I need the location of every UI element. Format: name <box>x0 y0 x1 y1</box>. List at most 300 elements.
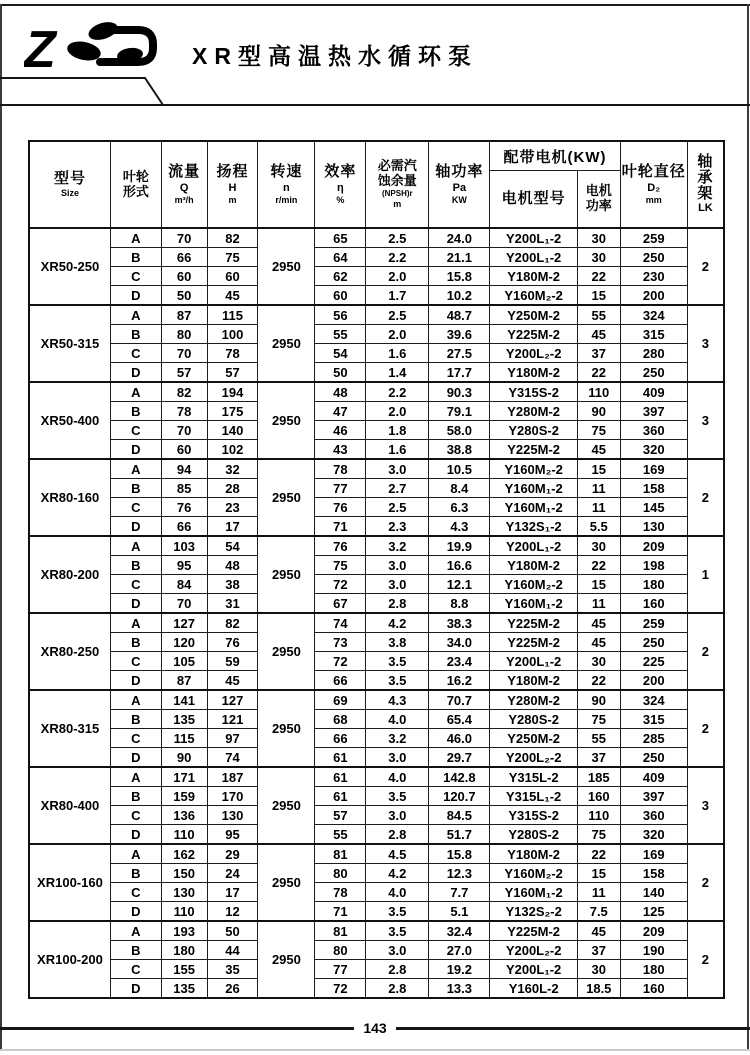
impeller-type-cell: B <box>110 710 161 729</box>
flow-cell: 66 <box>161 248 207 267</box>
npsh-cell: 3.5 <box>366 902 429 922</box>
npsh-cell: 1.6 <box>366 440 429 460</box>
impeller-diameter-cell: 315 <box>620 710 687 729</box>
speed-cell: 2950 <box>258 536 315 613</box>
flow-cell: 94 <box>161 459 207 479</box>
flow-cell: 70 <box>161 228 207 248</box>
motor-model-cell: Y180M-2 <box>490 363 578 383</box>
spec-row <box>29 613 724 633</box>
spec-row <box>29 459 724 479</box>
spec-row <box>29 902 724 922</box>
model-cell: XR100-160 <box>29 844 110 921</box>
flow-cell: 90 <box>161 748 207 768</box>
col-header-impeller-type: 叶轮 形式 <box>110 141 161 228</box>
impeller-type-cell: A <box>110 305 161 325</box>
impeller-type-cell: C <box>110 421 161 440</box>
shaft-power-cell: 142.8 <box>429 767 490 787</box>
efficiency-cell: 65 <box>315 228 366 248</box>
shaft-power-cell: 13.3 <box>429 979 490 999</box>
motor-model-cell: Y160M₂-2 <box>490 459 578 479</box>
head-cell: 82 <box>207 228 258 248</box>
head-cell: 45 <box>207 671 258 691</box>
col-header-shaft-power: 轴功率 Pa KW <box>429 141 490 228</box>
impeller-type-cell: B <box>110 556 161 575</box>
efficiency-cell: 67 <box>315 594 366 614</box>
spec-row <box>29 748 724 768</box>
npsh-cell: 4.5 <box>366 844 429 864</box>
impeller-diameter-cell: 158 <box>620 864 687 883</box>
flow-cell: 120 <box>161 633 207 652</box>
spec-row <box>29 671 724 691</box>
impeller-type-cell: C <box>110 575 161 594</box>
shaft-power-cell: 27.0 <box>429 941 490 960</box>
shaft-power-cell: 8.8 <box>429 594 490 614</box>
impeller-type-cell: B <box>110 325 161 344</box>
flow-cell: 50 <box>161 286 207 306</box>
efficiency-cell: 81 <box>315 921 366 941</box>
impeller-type-cell: C <box>110 729 161 748</box>
motor-model-cell: Y180M-2 <box>490 267 578 286</box>
efficiency-cell: 78 <box>315 459 366 479</box>
spec-row <box>29 575 724 594</box>
shaft-power-cell: 16.6 <box>429 556 490 575</box>
bearing-bracket-cell: 3 <box>687 382 724 459</box>
model-cell: XR80-200 <box>29 536 110 613</box>
npsh-cell: 3.0 <box>366 556 429 575</box>
head-cell: 187 <box>207 767 258 787</box>
footer-rule-right <box>396 1027 750 1030</box>
spec-row <box>29 517 724 537</box>
shaft-power-cell: 17.7 <box>429 363 490 383</box>
footer <box>0 1021 750 1035</box>
spec-row <box>29 498 724 517</box>
shaft-power-cell: 38.8 <box>429 440 490 460</box>
impeller-diameter-cell: 158 <box>620 479 687 498</box>
model-group <box>29 767 724 844</box>
impeller-type-cell: B <box>110 941 161 960</box>
shaft-power-cell: 16.2 <box>429 671 490 691</box>
spec-row <box>29 382 724 402</box>
spec-row <box>29 479 724 498</box>
motor-model-cell: Y315L₁-2 <box>490 787 578 806</box>
col-header-motor-power: 电机 功率 <box>577 171 620 229</box>
impeller-type-cell: A <box>110 228 161 248</box>
head-cell: 75 <box>207 248 258 267</box>
motor-model-cell: Y160M₁-2 <box>490 479 578 498</box>
npsh-cell: 3.5 <box>366 921 429 941</box>
efficiency-cell: 61 <box>315 787 366 806</box>
head-cell: 28 <box>207 479 258 498</box>
efficiency-cell: 48 <box>315 382 366 402</box>
npsh-cell: 4.0 <box>366 710 429 729</box>
speed-cell: 2950 <box>258 459 315 536</box>
model-group <box>29 459 724 536</box>
impeller-type-cell: C <box>110 960 161 979</box>
impeller-diameter-cell: 409 <box>620 767 687 787</box>
motor-power-cell: 75 <box>577 421 620 440</box>
motor-power-cell: 55 <box>577 729 620 748</box>
motor-power-cell: 110 <box>577 806 620 825</box>
npsh-cell: 3.5 <box>366 671 429 691</box>
page-top-rule <box>0 4 750 6</box>
impeller-diameter-cell: 320 <box>620 825 687 845</box>
npsh-cell: 3.0 <box>366 806 429 825</box>
impeller-diameter-cell: 225 <box>620 652 687 671</box>
impeller-diameter-cell: 360 <box>620 421 687 440</box>
motor-power-cell: 37 <box>577 344 620 363</box>
pump-spec-table <box>28 140 725 999</box>
motor-model-cell: Y200L₁-2 <box>490 248 578 267</box>
model-group <box>29 613 724 690</box>
head-cell: 38 <box>207 575 258 594</box>
efficiency-cell: 71 <box>315 517 366 537</box>
impeller-type-cell: A <box>110 767 161 787</box>
efficiency-cell: 47 <box>315 402 366 421</box>
shaft-power-cell: 6.3 <box>429 498 490 517</box>
impeller-diameter-cell: 230 <box>620 267 687 286</box>
impeller-diameter-cell: 200 <box>620 671 687 691</box>
head-cell: 17 <box>207 517 258 537</box>
impeller-diameter-cell: 250 <box>620 748 687 768</box>
impeller-diameter-cell: 280 <box>620 344 687 363</box>
col-header-impeller-diameter: 叶轮直径 D₂ mm <box>620 141 687 228</box>
col-header-flow: 流量 Q m³/h <box>161 141 207 228</box>
speed-cell: 2950 <box>258 690 315 767</box>
shaft-power-cell: 12.1 <box>429 575 490 594</box>
motor-model-cell: Y160M₁-2 <box>490 883 578 902</box>
efficiency-cell: 68 <box>315 710 366 729</box>
npsh-cell: 3.5 <box>366 787 429 806</box>
flow-cell: 115 <box>161 729 207 748</box>
bearing-bracket-cell: 3 <box>687 305 724 382</box>
flow-cell: 135 <box>161 710 207 729</box>
impeller-type-cell: C <box>110 344 161 363</box>
efficiency-cell: 56 <box>315 305 366 325</box>
motor-power-cell: 5.5 <box>577 517 620 537</box>
flow-cell: 141 <box>161 690 207 710</box>
head-cell: 102 <box>207 440 258 460</box>
spec-row <box>29 267 724 286</box>
motor-power-cell: 185 <box>577 767 620 787</box>
motor-model-cell: Y200L₂-2 <box>490 941 578 960</box>
impeller-diameter-cell: 250 <box>620 633 687 652</box>
impeller-type-cell: B <box>110 633 161 652</box>
flow-cell: 60 <box>161 440 207 460</box>
npsh-cell: 2.8 <box>366 979 429 999</box>
impeller-type-cell: D <box>110 363 161 383</box>
npsh-cell: 4.3 <box>366 690 429 710</box>
efficiency-cell: 77 <box>315 479 366 498</box>
flow-cell: 87 <box>161 671 207 691</box>
impeller-diameter-cell: 397 <box>620 402 687 421</box>
head-cell: 54 <box>207 536 258 556</box>
shaft-power-cell: 19.2 <box>429 960 490 979</box>
npsh-cell: 3.2 <box>366 729 429 748</box>
motor-model-cell: Y225M-2 <box>490 633 578 652</box>
head-cell: 44 <box>207 941 258 960</box>
head-cell: 140 <box>207 421 258 440</box>
shaft-power-cell: 15.8 <box>429 267 490 286</box>
motor-power-cell: 30 <box>577 228 620 248</box>
flow-cell: 110 <box>161 825 207 845</box>
impeller-type-cell: D <box>110 440 161 460</box>
head-cell: 24 <box>207 864 258 883</box>
impeller-type-cell: A <box>110 382 161 402</box>
spec-row <box>29 402 724 421</box>
impeller-diameter-cell: 190 <box>620 941 687 960</box>
shaft-power-cell: 120.7 <box>429 787 490 806</box>
shaft-power-cell: 38.3 <box>429 613 490 633</box>
bearing-bracket-cell: 2 <box>687 921 724 998</box>
flow-cell: 82 <box>161 382 207 402</box>
head-cell: 35 <box>207 960 258 979</box>
spec-row <box>29 806 724 825</box>
motor-power-cell: 11 <box>577 479 620 498</box>
efficiency-cell: 50 <box>315 363 366 383</box>
impeller-diameter-cell: 209 <box>620 921 687 941</box>
npsh-cell: 2.7 <box>366 479 429 498</box>
efficiency-cell: 43 <box>315 440 366 460</box>
shaft-power-cell: 79.1 <box>429 402 490 421</box>
model-cell: XR50-315 <box>29 305 110 382</box>
model-group <box>29 305 724 382</box>
impeller-type-cell: B <box>110 787 161 806</box>
head-cell: 29 <box>207 844 258 864</box>
motor-model-cell: Y225M-2 <box>490 325 578 344</box>
npsh-cell: 2.8 <box>366 960 429 979</box>
shaft-power-cell: 15.8 <box>429 844 490 864</box>
impeller-type-cell: C <box>110 806 161 825</box>
npsh-cell: 2.0 <box>366 267 429 286</box>
company-logo-icon <box>24 18 174 76</box>
efficiency-cell: 60 <box>315 286 366 306</box>
table-header <box>29 141 724 228</box>
shaft-power-cell: 7.7 <box>429 883 490 902</box>
flow-cell: 159 <box>161 787 207 806</box>
col-header-speed: 转速 n r/min <box>258 141 315 228</box>
efficiency-cell: 71 <box>315 902 366 922</box>
flow-cell: 57 <box>161 363 207 383</box>
npsh-cell: 1.8 <box>366 421 429 440</box>
efficiency-cell: 72 <box>315 575 366 594</box>
npsh-cell: 3.0 <box>366 941 429 960</box>
motor-power-cell: 15 <box>577 864 620 883</box>
motor-power-cell: 45 <box>577 613 620 633</box>
motor-power-cell: 30 <box>577 536 620 556</box>
efficiency-cell: 66 <box>315 671 366 691</box>
spec-row <box>29 979 724 999</box>
impeller-diameter-cell: 285 <box>620 729 687 748</box>
spec-row <box>29 825 724 845</box>
spec-row <box>29 286 724 306</box>
shaft-power-cell: 65.4 <box>429 710 490 729</box>
impeller-diameter-cell: 397 <box>620 787 687 806</box>
motor-power-cell: 37 <box>577 941 620 960</box>
model-group <box>29 844 724 921</box>
motor-power-cell: 45 <box>577 325 620 344</box>
efficiency-cell: 64 <box>315 248 366 267</box>
efficiency-cell: 54 <box>315 344 366 363</box>
motor-model-cell: Y280M-2 <box>490 402 578 421</box>
head-cell: 115 <box>207 305 258 325</box>
impeller-diameter-cell: 259 <box>620 613 687 633</box>
impeller-diameter-cell: 169 <box>620 459 687 479</box>
spec-row <box>29 633 724 652</box>
motor-power-cell: 37 <box>577 748 620 768</box>
flow-cell: 130 <box>161 883 207 902</box>
motor-power-cell: 30 <box>577 248 620 267</box>
shaft-power-cell: 34.0 <box>429 633 490 652</box>
shaft-power-cell: 10.2 <box>429 286 490 306</box>
impeller-diameter-cell: 169 <box>620 844 687 864</box>
model-group <box>29 921 724 998</box>
motor-model-cell: Y225M-2 <box>490 440 578 460</box>
shaft-power-cell: 70.7 <box>429 690 490 710</box>
spec-row <box>29 536 724 556</box>
motor-model-cell: Y315S-2 <box>490 382 578 402</box>
page-left-border <box>0 4 2 1049</box>
flow-cell: 193 <box>161 921 207 941</box>
motor-power-cell: 160 <box>577 787 620 806</box>
flow-cell: 135 <box>161 979 207 999</box>
npsh-cell: 4.2 <box>366 613 429 633</box>
motor-model-cell: Y132S₁-2 <box>490 517 578 537</box>
motor-power-cell: 45 <box>577 921 620 941</box>
flow-cell: 87 <box>161 305 207 325</box>
efficiency-cell: 77 <box>315 960 366 979</box>
head-cell: 17 <box>207 883 258 902</box>
shaft-power-cell: 58.0 <box>429 421 490 440</box>
flow-cell: 103 <box>161 536 207 556</box>
flow-cell: 70 <box>161 421 207 440</box>
shaft-power-cell: 48.7 <box>429 305 490 325</box>
impeller-diameter-cell: 250 <box>620 248 687 267</box>
flow-cell: 127 <box>161 613 207 633</box>
shaft-power-cell: 39.6 <box>429 325 490 344</box>
model-cell: XR80-160 <box>29 459 110 536</box>
spec-row <box>29 594 724 614</box>
spec-row <box>29 690 724 710</box>
impeller-diameter-cell: 324 <box>620 690 687 710</box>
motor-power-cell: 11 <box>577 498 620 517</box>
efficiency-cell: 55 <box>315 825 366 845</box>
impeller-diameter-cell: 180 <box>620 575 687 594</box>
motor-model-cell: Y200L₂-2 <box>490 748 578 768</box>
spec-row <box>29 941 724 960</box>
model-cell: XR100-200 <box>29 921 110 998</box>
npsh-cell: 2.5 <box>366 305 429 325</box>
impeller-type-cell: A <box>110 844 161 864</box>
flow-cell: 84 <box>161 575 207 594</box>
shaft-power-cell: 12.3 <box>429 864 490 883</box>
shaft-power-cell: 51.7 <box>429 825 490 845</box>
head-cell: 76 <box>207 633 258 652</box>
head-cell: 50 <box>207 921 258 941</box>
impeller-diameter-cell: 160 <box>620 594 687 614</box>
flow-cell: 85 <box>161 479 207 498</box>
npsh-cell: 2.8 <box>366 594 429 614</box>
model-cell: XR50-250 <box>29 228 110 305</box>
flow-cell: 78 <box>161 402 207 421</box>
col-header-head: 扬程 H m <box>207 141 258 228</box>
head-cell: 78 <box>207 344 258 363</box>
head-cell: 97 <box>207 729 258 748</box>
head-cell: 12 <box>207 902 258 922</box>
motor-power-cell: 110 <box>577 382 620 402</box>
speed-cell: 2950 <box>258 921 315 998</box>
head-cell: 59 <box>207 652 258 671</box>
impeller-type-cell: C <box>110 267 161 286</box>
efficiency-cell: 62 <box>315 267 366 286</box>
shaft-power-cell: 5.1 <box>429 902 490 922</box>
col-header-model: 型号 Size <box>29 141 110 228</box>
shaft-power-cell: 27.5 <box>429 344 490 363</box>
motor-model-cell: Y250M-2 <box>490 729 578 748</box>
efficiency-cell: 80 <box>315 941 366 960</box>
spec-row <box>29 787 724 806</box>
head-cell: 82 <box>207 613 258 633</box>
efficiency-cell: 81 <box>315 844 366 864</box>
impeller-diameter-cell: 140 <box>620 883 687 902</box>
impeller-diameter-cell: 320 <box>620 440 687 460</box>
col-header-motor-model: 电机型号 <box>490 171 578 229</box>
motor-model-cell: Y180M-2 <box>490 556 578 575</box>
shaft-power-cell: 29.7 <box>429 748 490 768</box>
shaft-power-cell: 4.3 <box>429 517 490 537</box>
flow-cell: 70 <box>161 344 207 363</box>
head-cell: 95 <box>207 825 258 845</box>
motor-power-cell: 15 <box>577 286 620 306</box>
head-cell: 45 <box>207 286 258 306</box>
head-cell: 100 <box>207 325 258 344</box>
impeller-diameter-cell: 324 <box>620 305 687 325</box>
head-cell: 194 <box>207 382 258 402</box>
shaft-power-cell: 21.1 <box>429 248 490 267</box>
shaft-power-cell: 19.9 <box>429 536 490 556</box>
shaft-power-cell: 32.4 <box>429 921 490 941</box>
spec-row <box>29 844 724 864</box>
head-cell: 26 <box>207 979 258 999</box>
impeller-type-cell: D <box>110 902 161 922</box>
shaft-power-cell: 24.0 <box>429 228 490 248</box>
impeller-diameter-cell: 130 <box>620 517 687 537</box>
motor-power-cell: 7.5 <box>577 902 620 922</box>
impeller-type-cell: A <box>110 536 161 556</box>
motor-power-cell: 75 <box>577 825 620 845</box>
spec-row <box>29 363 724 383</box>
motor-power-cell: 15 <box>577 575 620 594</box>
spec-row <box>29 864 724 883</box>
motor-model-cell: Y200L₁-2 <box>490 960 578 979</box>
impeller-diameter-cell: 145 <box>620 498 687 517</box>
motor-model-cell: Y315S-2 <box>490 806 578 825</box>
flow-cell: 162 <box>161 844 207 864</box>
spec-row <box>29 767 724 787</box>
bearing-bracket-cell: 2 <box>687 459 724 536</box>
motor-model-cell: Y160M₂-2 <box>490 864 578 883</box>
motor-power-cell: 90 <box>577 690 620 710</box>
impeller-type-cell: B <box>110 248 161 267</box>
model-cell: XR80-400 <box>29 767 110 844</box>
flow-cell: 66 <box>161 517 207 537</box>
npsh-cell: 3.8 <box>366 633 429 652</box>
spec-row <box>29 344 724 363</box>
bearing-bracket-cell: 2 <box>687 228 724 305</box>
impeller-diameter-cell: 409 <box>620 382 687 402</box>
efficiency-cell: 75 <box>315 556 366 575</box>
motor-model-cell: Y180M-2 <box>490 671 578 691</box>
efficiency-cell: 72 <box>315 979 366 999</box>
